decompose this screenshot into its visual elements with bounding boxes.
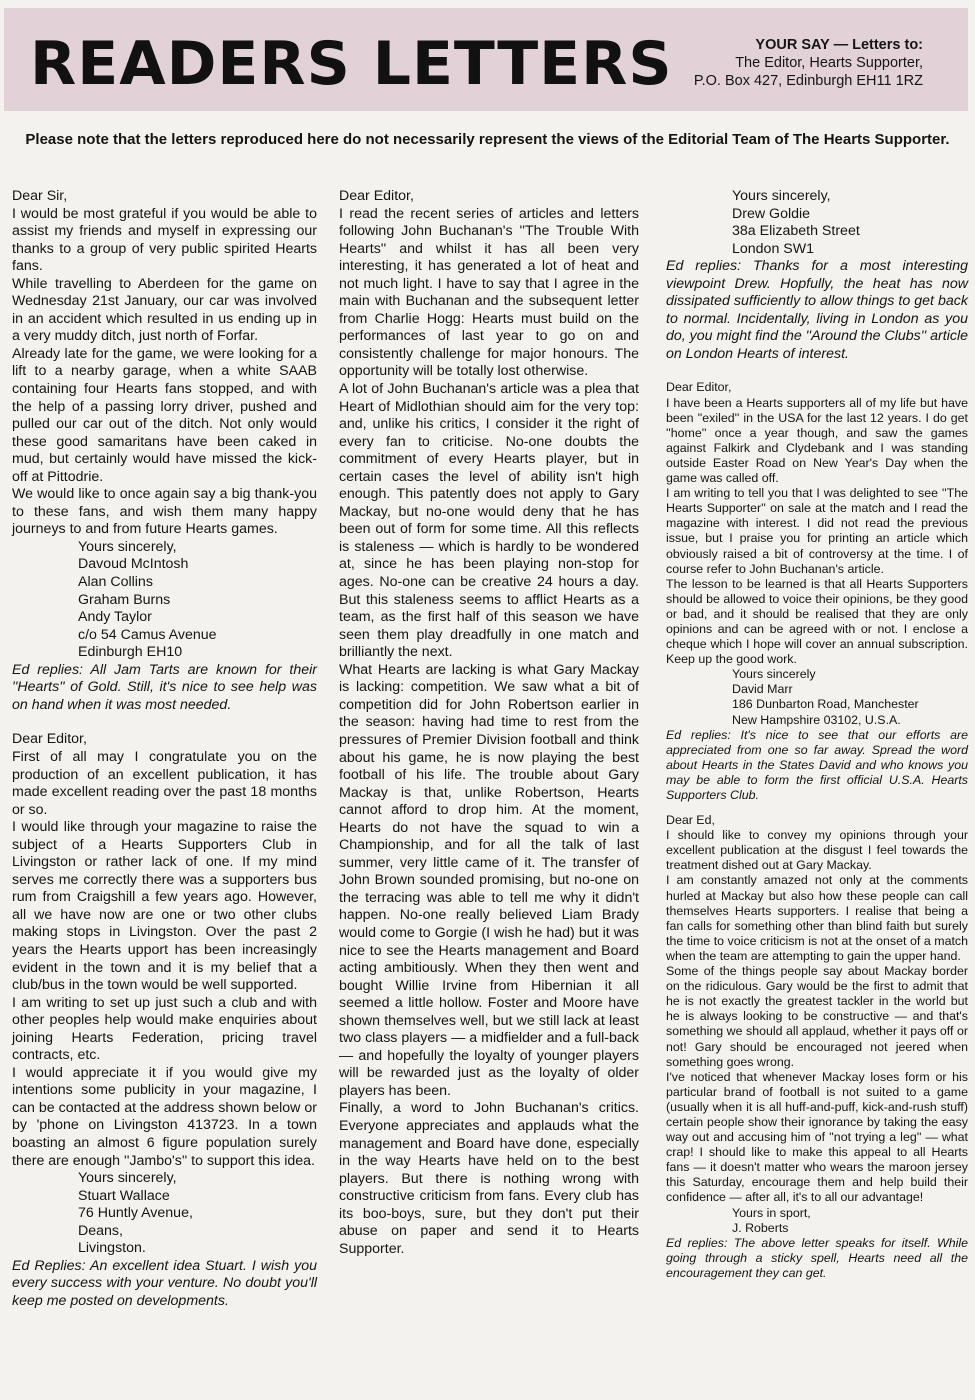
- letter-paragraph: I read the recent series of articles and letters following John Buchanan's ''The Trouble With Hearts'' and whilst it has all been very interesting, it has generated a lot of heat and not much light. I have to say that I agree in the main with Buchanan and the subsequent letter from Charlie Hogg: Hearts must build on the performances of last year to go on and consistently challenge for major honours. The opportunity will be totally lost otherwise.: [339, 205, 639, 380]
- signoff-line: 38a Elizabeth Street: [732, 223, 860, 240]
- letter-salutation: Dear Editor,: [12, 731, 87, 748]
- letter-paragraph: I am constantly amazed not only at the comments hurled at Mackay but also how these people can call themselves Hearts supporters. I realise that being a fan calls for something other than blind faith but surely the time to voice criticism is not at the onset of a match when the team are attempting to gain the upper hand.: [666, 873, 968, 963]
- signoff-line: Edinburgh EH10: [78, 644, 183, 661]
- letters-address: [694, 36, 923, 90]
- letter-3: [339, 188, 639, 1258]
- column-1: [12, 188, 317, 1310]
- letter-5: [666, 813, 968, 1281]
- signoff-line: Alan Collins: [78, 574, 153, 591]
- signoff-line: Yours in sport,: [732, 1205, 811, 1220]
- letter-paragraph: Already late for the game, we were looking for a lift to a nearby garage, when a white SAAB containing four Hearts fans stopped, and with the help of a passing lorry driver, pushed and pulled our car out of the ditch. Not only would these good samaritans have been caked in mud, but certainly would have missed the kick-off at Pittodrie.: [12, 345, 317, 485]
- letter-3-continued: [666, 188, 968, 363]
- letter-paragraph: I have been a Hearts supporters all of my life but have been ''exiled'' in the USA for the last 12 years. I do get ''home'' once a year though, and saw the games against Falkirk and Clydebank and I was standing outside Easter Road on New Year's Day when the game was called off.: [666, 395, 968, 486]
- signoff-line: Yours sincerely,: [78, 538, 177, 555]
- editor-reply: Ed replies: All Jam Tarts are known for their ''Hearts'' of Gold. Still, it's nice to see help was on hand when it was most needed.: [12, 661, 317, 713]
- letter-paragraph: I would appreciate it if you would give my intentions some publicity in your magazine, I can be contacted at the address shown below or by 'phone on Livingston 413723. In a town boasting an almost 6 figure population surely there are enough ''Jambo's'' to support this idea.: [12, 1064, 317, 1169]
- address-line-2: The Editor, Hearts Supporter,: [735, 55, 923, 71]
- signoff-line: J. Roberts: [732, 1220, 789, 1235]
- editor-reply: Ed replies: Thanks for a most interesting viewpoint Drew. Hopfully, the heat has now dissipated sufficiently to allow things to get back to normal. Incidentally, living in London as you do, you might find the ''Around the Clubs'' article on London Hearts of interest.: [666, 258, 968, 362]
- signoff-line: New Hampshire 03102, U.S.A.: [732, 712, 901, 727]
- signoff-line: c/o 54 Camus Avenue: [78, 626, 217, 643]
- letter-paragraph: I've noticed that whenever Mackay loses form or his particular brand of football is not suited to a game (usually when it is all huff-and-puff, kick-and-rush stuff) certain people show their ignorance by taking the easy way out and accusing him of ''not trying a leg'' — what crap! I should like to make this appeal to all Hearts fans — it doesn't matter who wears the maroon jersey this Saturday, encourage them and help build their confidence — after all, it's to all our advantage!: [666, 1069, 968, 1205]
- letter-2: [12, 731, 317, 1310]
- editor-reply: Ed replies: It's nice to see that our efforts are appreciated from one so far away. Spread the word about Hearts in the States David and who knows you may be able to form the first official U.S.A. Hearts Supporters Club.: [666, 727, 968, 802]
- letter-paragraph: I am writing to tell you that I was delighted to see ''The Hearts Supporter'' on sale at the match and I read the magazine with interest. I did not read the previous issue, but I praise you for printing an article which obviously raised a bit of controversy at the time. I of course refer to John Buchanan's article.: [666, 486, 968, 576]
- letter-salutation: Dear Ed,: [666, 813, 715, 828]
- signoff-line: Davoud McIntosh: [78, 556, 189, 573]
- address-line-1: YOUR SAY — Letters to:: [755, 37, 923, 53]
- letter-paragraph: What Hearts are lacking is what Gary Mackay is lacking: competition. We saw what a bit of competition did for John Robertson earlier in the season: having had time to rest from the pressures of Premier Division football and think about his game, he is now playing the best football of his life. The trouble about Gary Mackay is that, unlike Robertson, Hearts cannot afford to drop him. At the moment, Hearts do not have the squad to win a Championship, and for all the talk of last summer, very little came of it. The transfer of John Brown sounded promising, but no-one on the terracing was able to tell me why it didn't happen. No-one really believed Liam Brady would come to Gorgie (I wish he had) but it was nice to see the Hearts management and Board acting ambitiously. When they then went and bought Willie Irvine from Hibernian it all seemed a little hollow. Foster and Moore have shown themselves well, but we still lack at least two class players — a midfielder and a full-back — and hopefully the loyalty of younger players will be rewarded just as the loyalty of older players has been.: [339, 661, 639, 1099]
- header-banner: [0, 0, 975, 120]
- letter-paragraph: The lesson to be learned is that all Hearts Supporters should be allowed to voice their opinions, be they good or bad, and it should be realised that they are only opinions and can be agreed with or not. I enclose a cheque which I hope will cover an annual subscription. Keep up the good work.: [666, 576, 968, 667]
- signoff-line: Yours sincerely,: [78, 1170, 177, 1187]
- signoff-line: Drew Goldie: [732, 205, 811, 222]
- spacer: [666, 803, 968, 813]
- column-2: [339, 188, 639, 1258]
- signoff-line: 76 Huntly Avenue,: [78, 1205, 193, 1222]
- letter-salutation: Dear Editor,: [666, 380, 732, 395]
- signoff-line: 186 Dunbarton Road, Manchester: [732, 697, 919, 712]
- page-title: READERS LETTERS: [30, 29, 673, 99]
- title-box: [4, 8, 968, 111]
- letter-paragraph: I would be most grateful if you would be able to assist my friends and myself in expressing our thanks to a group of very public spirited Hearts fans.: [12, 205, 317, 275]
- letter-paragraph: A lot of John Buchanan's article was a plea that Heart of Midlothian should aim for the very top: and, unlike his critics, I consider it the right of every fan to criticise. No-one doubts the commitment of every Hearts player, but in certain cases the level of ability isn't high enough. This patently does not apply to Gary Mackay, but no-one would deny that he has been out of form for some time. All this reflects is staleness — which is hardly to be wondered at, since he has been playing non-stop for ages. No-one can be creative 24 hours a day. But this staleness seems to afflict Hearts as a team, as the first half of this season we have seen them play dreadfully in one match and brilliantly the next.: [339, 381, 639, 661]
- letter-signoff: [666, 188, 968, 258]
- letter-paragraph: Finally, a word to John Buchanan's critics. Everyone appreciates and applauds what the management and Board have done, especially in the way Hearts have held on to the best players. But there is nothing wrong with constructive criticism from fans. Every club has its boo-boys, sure, but they don't put their abuse on paper and send it to Hearts Supporter.: [339, 1100, 639, 1257]
- letter-signoff: [666, 1206, 968, 1236]
- letter-salutation: Dear Sir,: [12, 188, 68, 204]
- editorial-notice: Please note that the letters reproduced here do not necessarily represent the views of the Editorial Team of The Hearts Supporter.: [25, 131, 950, 148]
- editor-reply: Ed Replies: An excellent idea Stuart. I wish you every success with your venture. No doubt you'll keep me posted on developments.: [12, 1257, 317, 1309]
- signoff-line: David Marr: [732, 682, 793, 697]
- editor-reply: Ed replies: The above letter speaks for itself. While going through a sticky spell, Hearts need all the encouragement they can get.: [666, 1235, 968, 1280]
- signoff-line: Yours sincerely,: [732, 188, 831, 204]
- letter-paragraph: Some of the things people say about Mackay border on the ridiculous. Gary would be the first to admit that he is not exactly the greatest tackler in the world but he is always looking to be constructive — and that's something we should all applaud, whether it pays off or not! Gary should be encouraged not jeered when something goes wrong.: [666, 964, 968, 1069]
- signoff-line: Yours sincerely: [732, 667, 816, 682]
- letter-paragraph: We would like to once again say a big thank-you to these fans, and wish them many happy journeys to and from future Hearts games.: [12, 486, 317, 538]
- letter-paragraph: I would like through your magazine to raise the subject of a Hearts Supporters Club in Livingston or rather lack of one. If my mind serves me correctly there was a supporters bus rum from Craigshill a few years ago. However, all we have now are one or two other clubs making stops in Livingston. Over the past 2 years the Hearts upport has been increasingly evident in the town and it is my belief that a club/bus in the town would be well supported.: [12, 819, 317, 994]
- letter-paragraph: While travelling to Aberdeen for the game on Wednesday 21st January, our car was involved in an accident which resulted in us ending up in a very muddy ditch, just north of Forfar.: [12, 275, 317, 345]
- letter-signoff: [12, 539, 317, 662]
- signoff-line: Deans,: [78, 1222, 123, 1239]
- signoff-line: Graham Burns: [78, 591, 171, 608]
- letter-1: [12, 188, 317, 714]
- signoff-line: London SW1: [732, 240, 815, 257]
- letter-paragraph: I am writing to set up just such a club and with other peoples help would make enquiries about joining Hearts Federation, pricing travel contracts, etc.: [12, 994, 317, 1064]
- spacer: [12, 714, 317, 731]
- spacer: [666, 363, 968, 380]
- letter-signoff: [12, 1170, 317, 1258]
- letter-paragraph: I should like to convey my opinions through your excellent publication at the disgust I feel towards the treatment dished out at Gary Mackay.: [666, 828, 968, 873]
- address-line-3: P.O. Box 427, Edinburgh EH11 1RZ: [693, 73, 923, 89]
- letter-4: [666, 380, 968, 803]
- signoff-line: Andy Taylor: [78, 609, 152, 626]
- signoff-line: Stuart Wallace: [78, 1187, 170, 1204]
- signoff-line: Livingston.: [78, 1240, 146, 1257]
- letter-signoff: [666, 667, 968, 727]
- column-3: [666, 188, 968, 1281]
- letter-salutation: Dear Editor,: [339, 188, 414, 204]
- letter-paragraph: First of all may I congratulate you on the production of an excellent publication, it has made excellent reading over the past 18 months or so.: [12, 748, 317, 818]
